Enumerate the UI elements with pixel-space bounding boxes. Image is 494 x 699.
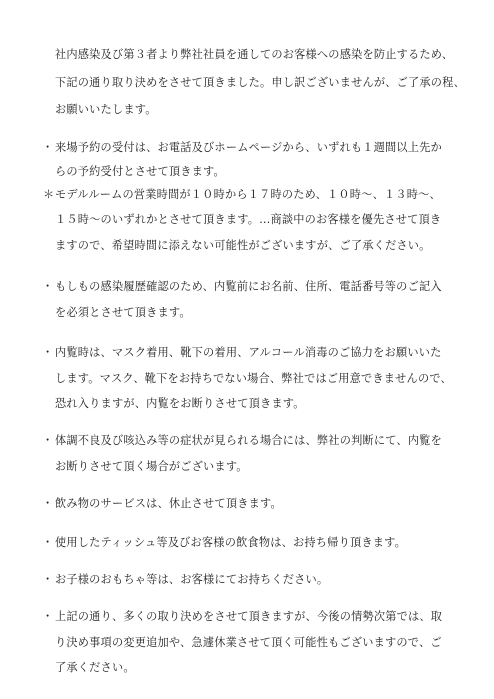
item-line: 使用したティッシュ等及びお客様の飲食物は、お持ち帰り頂きます。: [55, 536, 406, 549]
bullet-mark: ・: [42, 497, 54, 510]
bullet-mark: ・: [42, 573, 54, 586]
item-line: １５時～のいずれかとさせて頂きます。…商談中のお客様を優先させて頂き: [55, 213, 442, 226]
item-line: 飲み物のサービスは、休止させて頂きます。: [55, 497, 282, 510]
bullet-mark: ・: [42, 280, 54, 293]
item-line: らの予約受付とさせて頂きます。: [55, 165, 225, 178]
item-line: を必須とさせて頂きます。: [55, 306, 191, 319]
bullet-mark: ・: [42, 610, 54, 623]
bullet-mark: ・: [42, 536, 54, 549]
item-line: 了承ください。: [55, 661, 135, 674]
asterisk-mark: ＊: [43, 188, 55, 201]
item-line: ますので、希望時間に添えない可能性がございますが、ご了承ください。: [55, 239, 431, 252]
item-line: り決め事項の変更追加や、急遽休業させて頂く可能性もございますので、ご: [55, 636, 442, 649]
item-line: お子様のおもちゃ等は、お客様にてお持ちください。: [55, 573, 329, 586]
bullet-mark: ・: [42, 346, 54, 359]
item-line: 恐れ入りますが、内覧をお断りさせて頂きます。: [55, 397, 305, 410]
intro-line: 社内感染及び第３者より弊社社員を通してのお客様への感染を防止するため、: [55, 48, 454, 61]
item-line: 来場予約の受付は、お電話及びホームページから、いずれも１週間以上先か: [55, 141, 442, 154]
bullet-mark: ・: [42, 434, 54, 447]
item-line: します。マスク、靴下をお持ちでない場合、弊社ではご用意できませんので、: [55, 372, 452, 385]
item-line: 体調不良及び咳込み等の症状が見られる場合には、弊社の判断にて、内覧を: [55, 434, 442, 447]
item-line: お断りさせて頂く場合がございます。: [55, 460, 248, 473]
intro-line: 下記の通り取り決めをさせて頂きました。申し訳ございませんが、ご了承の程、: [55, 76, 465, 89]
item-line: もしもの感染履歴確認のため、内覧前にお名前、住所、電話番号等のご記入: [55, 280, 442, 293]
intro-line: お願いいたします。: [55, 103, 157, 116]
item-line: 内覧時は、マスク着用、靴下の着用、アルコール消毒のご協力をお願いいた: [55, 346, 442, 359]
bullet-mark: ・: [42, 141, 54, 154]
item-line: モデルルームの営業時間が１０時から１７時のため、１０時～、１３時～、: [55, 188, 441, 201]
item-line: 上記の通り、多くの取り決めをさせて頂きますが、今後の情勢次第では、取: [55, 610, 443, 623]
